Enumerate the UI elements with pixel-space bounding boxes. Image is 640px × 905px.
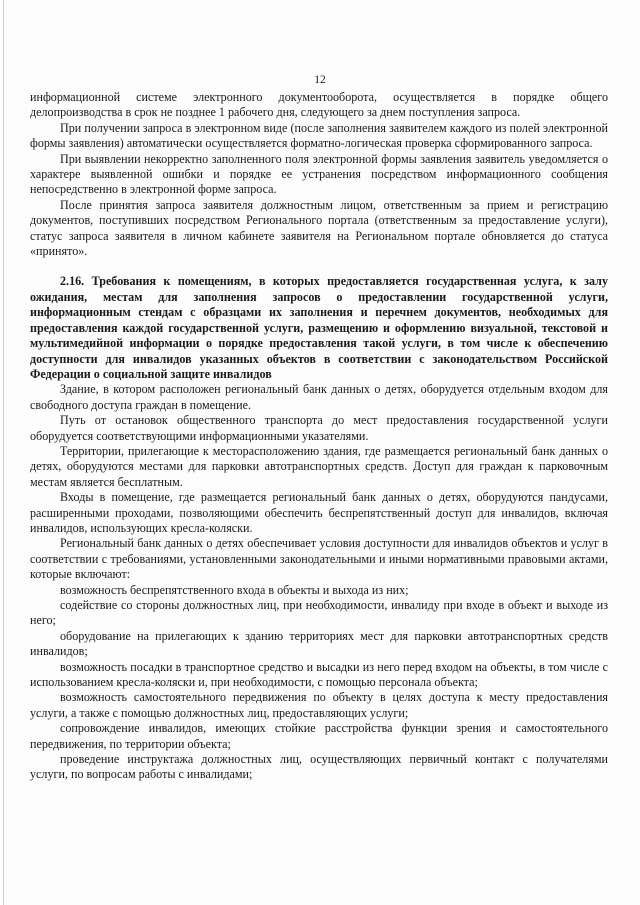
paragraph-transport-path: Путь от остановок общественного транспорта до мест предоставления государственной услуги оборудуется соответствующими информационными указателями.: [30, 413, 608, 443]
paragraph-electronic-request-check: При получении запроса в электронном виде (после заполнения заявителем каждого из полей электронной формы заявления) автоматически осуществляется форматно-логическая проверка сформированного запроса.: [30, 120, 608, 151]
list-item-free-entry: возможность беспрепятственного входа в объекты и выхода из них;: [60, 582, 409, 597]
paragraph-continuation: информационной системе электронного документооборота, осуществляется в порядке общего делопроизводства в срок не позднее 1 рабочего дня, следующего за днем поступления запроса.: [30, 90, 608, 120]
paragraph-building-entrance: Здание, в котором расположен региональный банк данных о детях, оборудуется отдельным входом для свободного доступа граждан в помещение.: [30, 382, 608, 412]
paragraph-error-notification: При выявлении некорректно заполненного поля электронной формы заявления заявитель уведомляется о характере выявленной ошибки и порядке ее устранения посредством информационного сообщения непосредственно в электронной форме запроса.: [30, 151, 608, 197]
paragraph-accessibility-conditions: Региональный банк данных о детях обеспечивает условия доступности для инвалидов объектов и услуг в соответствии с требованиями, установленными законодательными и иными нормативными правовыми актами, которые включают:: [30, 536, 608, 582]
list-item-boarding: возможность посадки в транспортное средство и высадки из него перед входом на объекты, в том числе с использованием кресла-коляски и, при необходимости, с помощью персонала объекта;: [30, 659, 608, 690]
list-item-staff-briefing: проведение инструктажа должностных лиц, осуществляющих первичный контакт с получателями услуги, по вопросам работы с инвалидами;: [30, 752, 608, 782]
section-heading-2-16: 2.16. Требования к помещениям, в которых предоставляется государственная услуга, к залу ожидания, местам для заполнения запросов о предоставлении государственной услуги, информационным стендам с образцами их заполнения и перечнем документов, необходимых для предоставления каждой государственной услуги, размещению и оформлению визуальной, текстовой и мультимедийной информации о порядке предоставления такой услуги, в том числе к обеспечению доступности для инвалидов указанных объектов в соответствии с законодательством Российской Федерации о социальной защите инвалидов: [30, 274, 608, 381]
list-item-assistance: содействие со стороны должностных лиц, при необходимости, инвалиду при входе в объект и выходе из него;: [30, 598, 608, 628]
paragraph-ramps: Входы в помещение, где размещается региональный банк данных о детях, оборудуются пандусами, расширенными проходами, позволяющими обеспечить беспрепятственный доступ для инвалидов, включая инвалидов, использующих кресла-коляски.: [30, 490, 608, 535]
paragraph-status-accepted: После принятия запроса заявителя должностным лицом, ответственным за прием и регистрацию документов, поступивших посредством Регионального портала (ответственным за предоставление услуги), статус запроса заявителя в личном кабинете заявителя на Региональном портале обновляется до статуса «принято».: [30, 197, 608, 259]
list-item-disabled-parking: оборудование на прилегающих к зданию территориях мест для парковки автотранспортных средств инвалидов;: [30, 628, 608, 659]
list-item-escort: сопровождение инвалидов, имеющих стойкие расстройства функции зрения и самостоятельного передвижения, по территории объекта;: [30, 721, 608, 751]
page-body: [30, 90, 608, 783]
list-item-independent-movement: возможность самостоятельного передвижения по объекту в целях доступа к месту предоставления услуги, а также с помощью должностных лиц, предоставляющих услуги;: [30, 690, 608, 720]
scan-edge: [3, 0, 4, 905]
paragraph-parking: Территории, прилегающие к месторасположению здания, где размещается региональный банк данных о детях, оборудуются местами для парковки автотранспортных средств. Доступ для граждан к парковочным местам является бесплатным.: [30, 443, 608, 489]
page-number: 12: [314, 74, 326, 86]
